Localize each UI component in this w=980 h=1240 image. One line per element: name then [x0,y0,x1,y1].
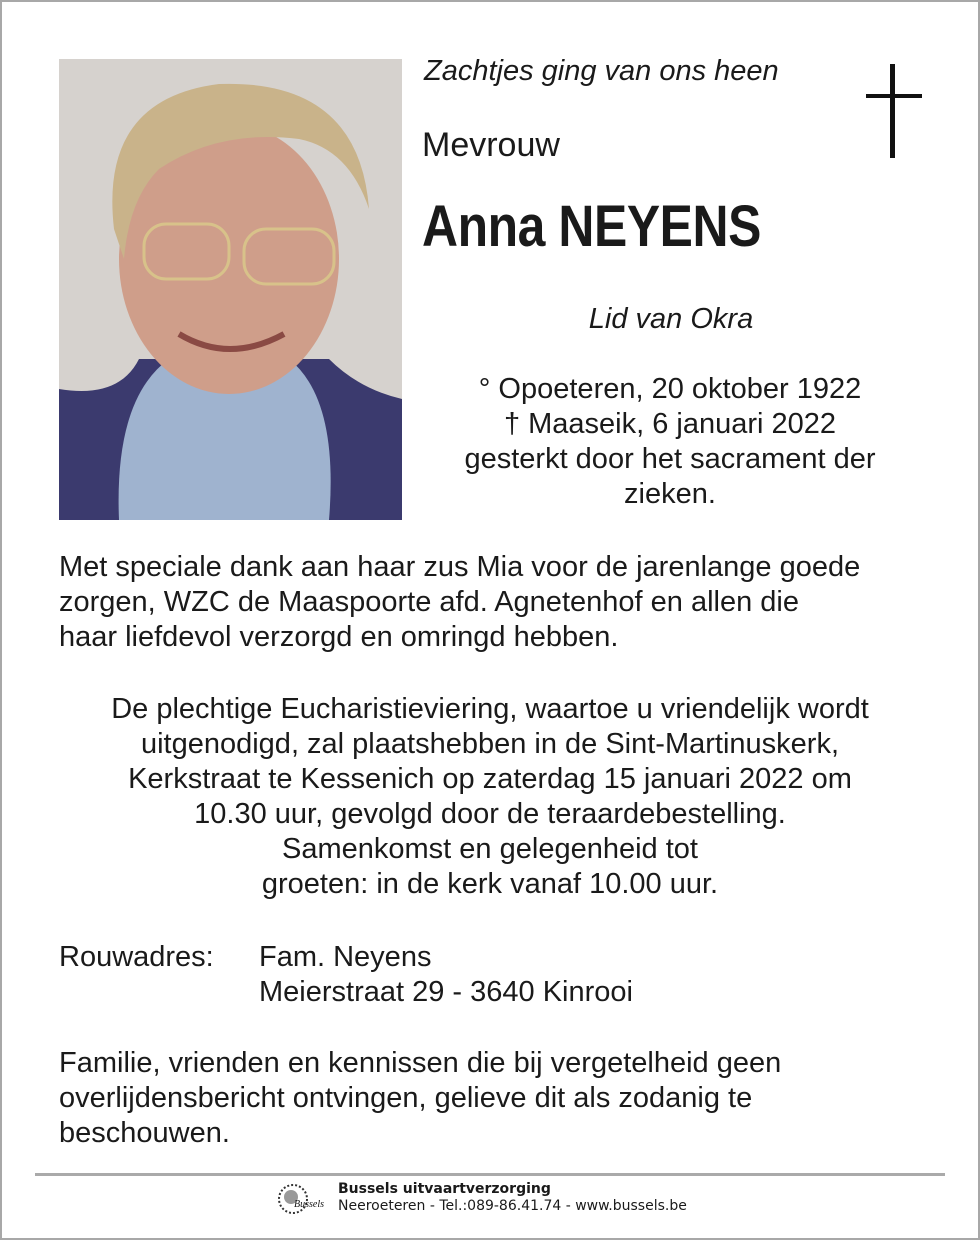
address-line: Fam. Neyens [259,941,432,973]
death-line: † Maaseik, 6 januari 2022 [503,408,837,440]
cross-icon [866,64,922,158]
text-line: uitgenodigd, zal plaatshebben in de Sint-Martinuskerk, [140,728,840,760]
text-line: overlijdensbericht ontvingen, gelieve dit als zodanig te [59,1082,753,1114]
text-line: Familie, vrienden en kennissen die bij vergetelheid geen [59,1047,782,1079]
portrait-photo [59,59,402,520]
text-line: groeten: in de kerk vanaf 10.00 uur. [261,868,719,900]
text-line: zorgen, WZC de Maaspoorte afd. Agnetenhof en allen die [59,586,799,618]
text-line: haar liefdevol verzorgd en omringd hebben. [59,621,619,653]
sacrament-line: gesterkt door het sacrament der [464,443,876,475]
text-line: Met speciale dank aan haar zus Mia voor de jarenlange goede [59,551,861,583]
text-line: Samenkomst en gelegenheid tot [282,833,698,865]
sacrament-line-2: zieken. [624,478,716,510]
text-line: Kerkstraat te Kessenich op zaterdag 15 januari 2022 om [128,763,852,795]
address [259,940,633,1010]
bussels-logo [276,1182,328,1216]
footer-divider [35,1173,945,1176]
intro-text: Zachtjes ging van ons heen [424,55,779,87]
birth-line: ° Opoeteren, 20 oktober 1922 [478,373,862,405]
deceased-name: Anna NEYENS [422,194,761,259]
address-line: Meierstraat 29 - 3640 Kinrooi [259,976,633,1008]
address-label: Rouwadres: [59,941,214,973]
svg-text:Bussels: Bussels [294,1199,324,1210]
company-name: Bussels uitvaartverzorging [338,1181,551,1197]
thanks-paragraph [59,550,860,655]
closing-paragraph [59,1046,781,1151]
footer [338,1181,687,1215]
ceremony-paragraph [40,692,940,902]
company-contact: Neeroeteren - Tel.:089-86.41.74 - www.bussels.be [338,1198,687,1214]
text-line: beschouwen. [59,1117,230,1149]
text-line: 10.30 uur, gevolgd door de teraardebestelling. [194,798,786,830]
life-dates [420,372,920,512]
honorific: Mevrouw [422,126,560,164]
membership: Lid van Okra [588,303,754,335]
text-line: De plechtige Eucharistieviering, waartoe u vriendelijk wordt [111,693,869,725]
